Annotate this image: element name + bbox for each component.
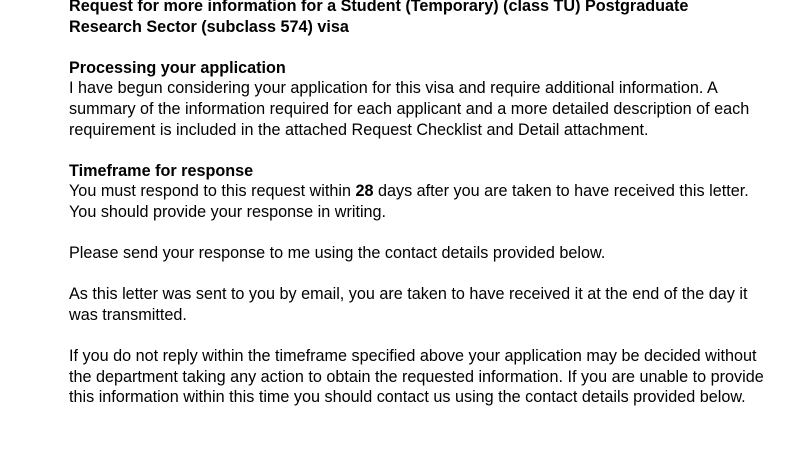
- response-days: 28: [355, 182, 374, 201]
- no-reply-paragraph: If you do not reply within the timeframe specified above your application may be decided without the department taking any action to obtain the requested information. If you are unable to provide this information within this time you should contact us using the contact details provided below.: [69, 347, 764, 407]
- email-notice-paragraph: As this letter was sent to you by email, you are taken to have received it at the end of the day it was transmitted.: [69, 285, 748, 324]
- processing-heading: Processing your application: [69, 58, 286, 77]
- letter-title: [69, 0, 779, 37]
- timeframe-body-start: You must respond to this request within: [69, 182, 356, 201]
- processing-body: I have begun considering your application for this visa and require additional information. A summary of the information required for each applicant and a more detailed description of each requirement is included in the attached Request Checklist and Detail attachment.: [69, 79, 750, 139]
- timeframe-section: [69, 161, 779, 223]
- send-response-paragraph: Please send your response to me using the contact details provided below.: [69, 244, 606, 263]
- letter-title-line1: Request for more information for a Student (Temporary) (class TU) Postgraduate: [69, 0, 689, 15]
- timeframe-body-end: days after you are taken to have received this letter. You should provide your response in writing.: [69, 182, 749, 221]
- processing-section: [69, 58, 779, 140]
- timeframe-body: [69, 181, 779, 222]
- letter-body: [69, 0, 779, 428]
- timeframe-heading: Timeframe for response: [69, 161, 254, 180]
- letter-title-line2: Research Sector (subclass 574) visa: [69, 17, 349, 36]
